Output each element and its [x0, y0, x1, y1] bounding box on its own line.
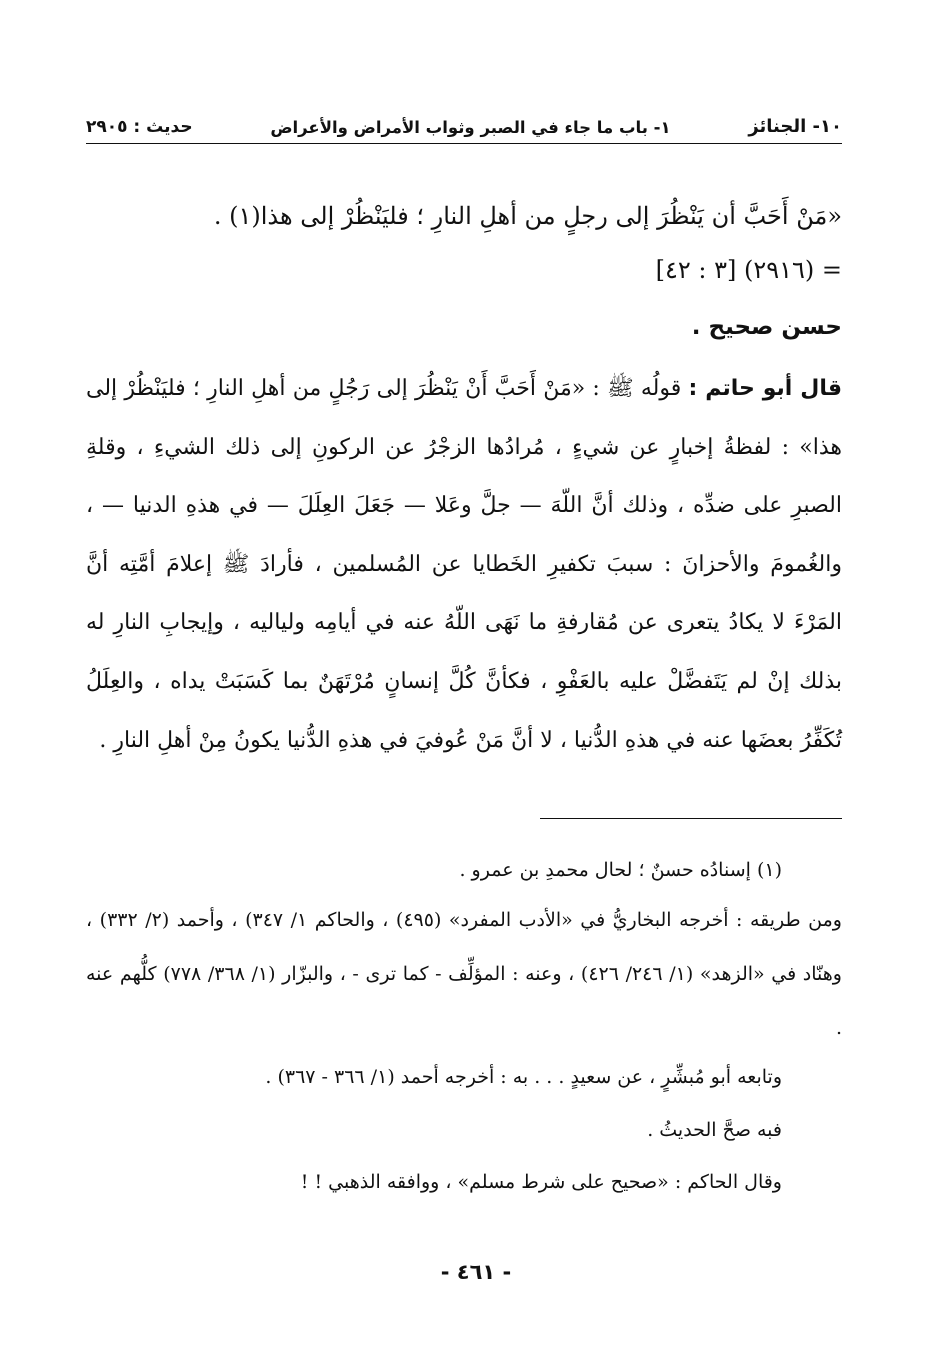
header-chapter: ١- باب ما جاء في الصبر وثواب الأمراض والأعراض: [270, 118, 671, 137]
hadith-grade: حسن صحيح .: [691, 314, 842, 340]
footnote-sources: ومن طريقه : أخرجه البخاريُّ في «الأدب المفرد» (٤٩٥) ، والحاكم ١/ ٣٤٧) ، وأحمد (٢/ ٣٣٢) ، وهنّاد في «الزهد» (١/ ٢٤٦/ ٤٢٦) ، وعنه : المؤلِّف - كما ترى - ، والبزّار (١/ ٣٦٨/ ٧٧٨) كلُّهم عنه .: [86, 909, 842, 1039]
main-text: [86, 190, 842, 770]
footnote-verdict: فبه صحَّ الحديثُ .: [647, 1119, 782, 1141]
header-section: ١٠- الجنائز: [748, 116, 842, 137]
footnote-1: [86, 848, 782, 893]
footnote-follow-up: وتابعه أبو مُبشِّرٍ ، عن سعيدٍ . . . به : أخرجه أحمد (١/ ٣٦٦ - ٣٦٧) .: [265, 1066, 782, 1088]
header-hadith-number: حديث : ٢٩٠٥: [86, 117, 193, 137]
footnote-separator: [540, 818, 842, 819]
running-header: [86, 106, 842, 144]
footnote-hakim: وقال الحاكم : «صحيح على شرط مسلم» ، ووافقه الذهبي ! !: [300, 1171, 782, 1193]
commentary-paragraph: [86, 360, 842, 770]
footnote-line: (١) إسنادُه حسنٌ ؛ لحال محمدِ بن عمرو .: [459, 859, 782, 881]
page-number: - ٤٦١ -: [440, 1260, 512, 1284]
hadith-text: «مَنْ أَحَبَّ أن يَنْظُرَ إلى رجلٍ من أهلِ النارِ ؛ فليَنْظُرْ إلى هذا(١) .: [213, 202, 842, 230]
commentary-body: قولُه ﷺ : «مَنْ أَحَبَّ أَنْ يَنْظُرَ إلى رَجُلٍ من أهلِ النارِ ؛ فليَنْظُرْ إلى هذا» : لفظةُ إخبارٍ عن شيءٍ ، مُرادُها الزجْرُ عن الركونِ إلى ذلك الشيءِ ، وقلةِ الصبرِ على ضدِّه ، وذلك أنَّ اللّهَ — جلَّ وعَلا — جَعَلَ العِلَلَ — في هذهِ الدنيا — ، والغُمومَ والأحزانَ : سببَ تكفيرِ الخَطايا عن المُسلمين ، فأرادَ ﷺ إعلامَ أمَّتِه أنَّ المَرْءَ لا يكادُ يتعرى عن مُقارفةِ ما نَهَى اللّهُ عنه في أيامِه ولياليه ، وإيجابِ النارِ له بذلك إنْ لم يَتَفضَّلْ عليه بالعَفْوِ ، فكأنَّ كُلَّ إنسانٍ مُرْتَهَنٌ بما كَسَبَتْ يداه ، والعِلَلُ تُكَفِّرُ بعضَها عنه في هذهِ الدُّنيا ، لا أنَّ مَنْ عُوفيَ في هذهِ الدُّنيا يكونُ مِنْ أهلِ النارِ .: [86, 376, 842, 753]
hadith-reference: = (٢٩١٦) [٣ : ٤٢]: [655, 256, 842, 284]
commentary-speaker: قال أبو حاتم :: [688, 376, 842, 401]
